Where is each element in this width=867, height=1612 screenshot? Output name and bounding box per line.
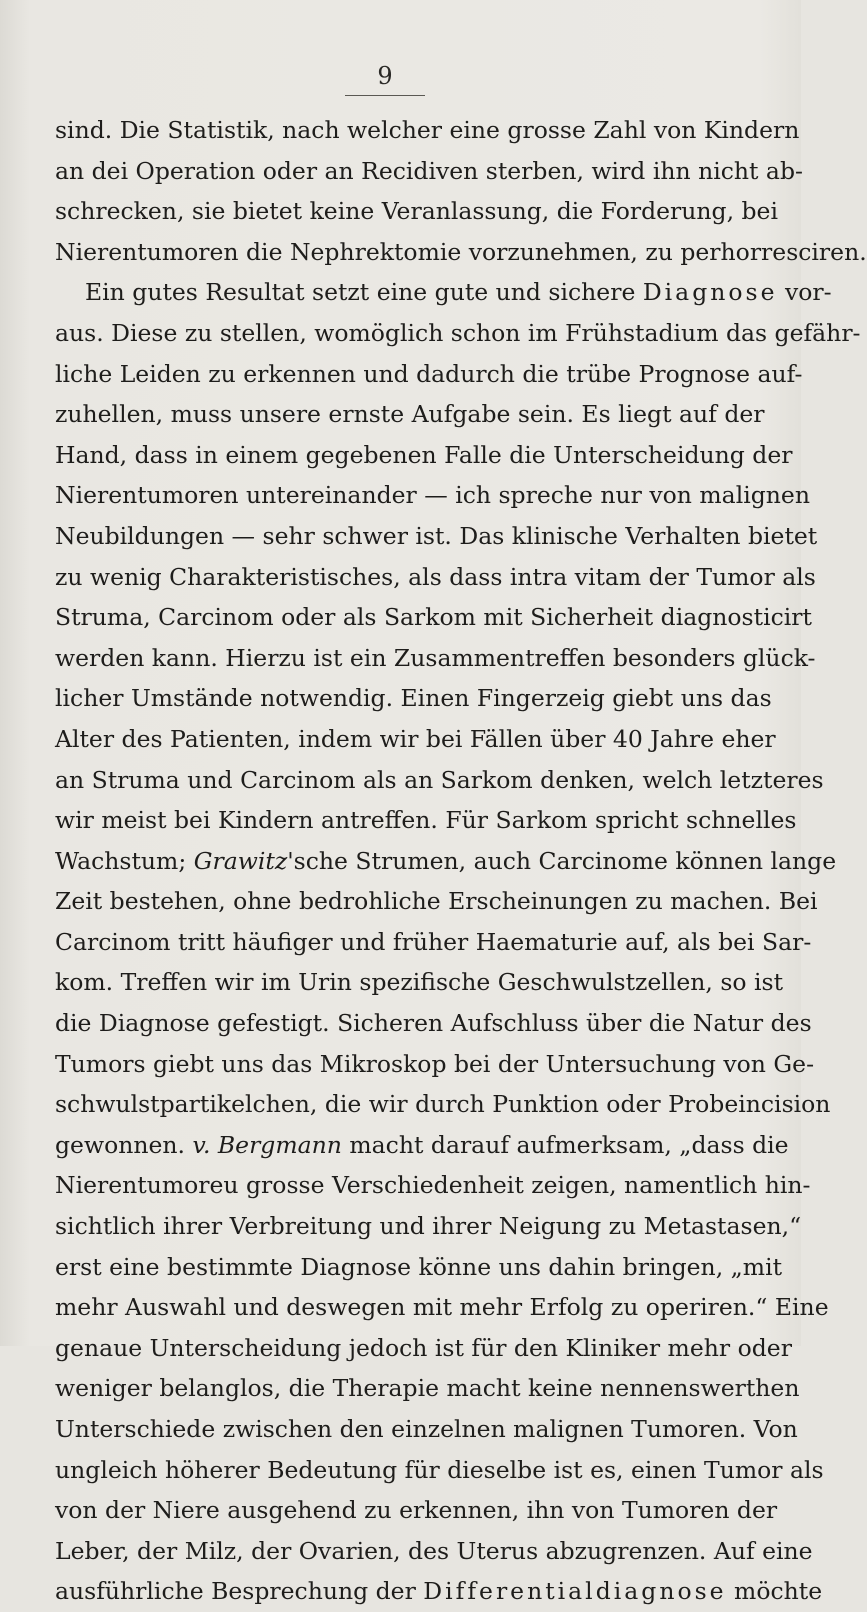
text-line: schrecken, sie bietet keine Veranlassung, die Forderung, bei [55, 197, 778, 226]
text-line: Wachstum; Grawitz'sche Strumen, auch Carcinome können lange [55, 846, 837, 875]
text-line: genaue Unterscheidung jedoch ist für den Kliniker mehr oder [55, 1333, 792, 1362]
text-line: mehr Auswahl und deswegen mit mehr Erfolg zu operiren.“ Eine [55, 1293, 829, 1322]
body-text [55, 110, 867, 1612]
text-line: kom. Treffen wir im Urin spezifische Geschwulstzellen, so ist [55, 968, 784, 997]
text-line: an dei Operation oder an Recidiven sterben, wird ihn nicht ab- [55, 156, 803, 185]
text-line: licher Umstände notwendig. Einen Fingerzeig giebt uns das [55, 684, 772, 713]
page-number: 9 [377, 62, 393, 90]
text-line: aus. Diese zu stellen, womöglich schon im Frühstadium das gefähr- [55, 318, 861, 347]
text-line: ausführliche Besprechung der Differentialdiagnose möchte [55, 1577, 823, 1606]
text-line: Alter des Patienten, indem wir bei Fällen über 40 Jahre eher [55, 724, 776, 753]
text-line: weniger belanglos, die Therapie macht keine nennenswerthen [55, 1374, 800, 1403]
text-line: Nierentumoren untereinander — ich spreche nur von malignen [55, 481, 810, 510]
text-line: Leber, der Milz, der Ovarien, des Uterus abzugrenzen. Auf eine [55, 1536, 813, 1565]
text-line: die Diagnose gefestigt. Sicheren Aufschluss über die Natur des [55, 1009, 812, 1038]
text-line: Carcinom tritt häufiger und früher Haematurie auf, als bei Sar- [55, 927, 812, 956]
text-line: gewonnen. v. Bergmann macht darauf aufmerksam, „dass die [55, 1130, 789, 1159]
text-line: Ein gutes Resultat setzt eine gute und sichere Diagnose vor- [85, 278, 832, 307]
text-line: sichtlich ihrer Verbreitung und ihrer Neigung zu Metastasen,“ [55, 1212, 802, 1241]
text-line: ungleich höherer Bedeutung für dieselbe ist es, einen Tumor als [55, 1455, 824, 1484]
emphasis-diagnose: Diagnose [642, 278, 778, 307]
text-line: zuhellen, muss unsere ernste Aufgabe sein. Es liegt auf der [55, 400, 765, 429]
page-number-rule [345, 95, 425, 96]
text-line: zu wenig Charakteristisches, als dass intra vitam der Tumor als [55, 562, 816, 591]
text-line: werden kann. Hierzu ist ein Zusammentreffen besonders glück- [55, 643, 816, 672]
text-line: sind. Die Statistik, nach welcher eine grosse Zahl von Kindern [55, 116, 800, 144]
text-line: wir meist bei Kindern antreffen. Für Sarkom spricht schnelles [55, 806, 797, 835]
text-line: erst eine bestimmte Diagnose könne uns dahin bringen, „mit [55, 1252, 783, 1281]
text-line: Nierentumoreu grosse Verschiedenheit zeigen, namentlich hin- [55, 1171, 811, 1200]
text-line: Nierentumoren die Nephrektomie vorzunehmen, zu perhorresciren. [55, 237, 867, 266]
text-line: Tumors giebt uns das Mikroskop bei der Untersuchung von Ge- [55, 1049, 815, 1078]
emphasis-differentialdiagnose: Differentialdiagnose [423, 1577, 727, 1606]
text-line: Neubildungen — sehr schwer ist. Das klinische Verhalten bietet [55, 521, 818, 550]
author-name-bergmann: v. Bergmann [192, 1130, 342, 1159]
text-line: von der Niere ausgehend zu erkennen, ihn von Tumoren der [55, 1496, 778, 1525]
text-line: an Struma und Carcinom als an Sarkom denken, welch letzteres [55, 765, 824, 794]
text-line: Unterschiede zwischen den einzelnen malignen Tumoren. Von [55, 1415, 798, 1443]
author-name-grawitz: Grawitz [193, 846, 288, 875]
text-line: Hand, dass in einem gegebenen Falle die Unterscheidung der [55, 440, 793, 469]
text-line: schwulstpartikelchen, die wir durch Punktion oder Probeincision [55, 1090, 831, 1119]
text-line: Zeit bestehen, ohne bedrohliche Erscheinungen zu machen. Bei [55, 887, 818, 916]
text-line: Struma, Carcinom oder als Sarkom mit Sicherheit diagnosticirt [55, 603, 812, 632]
text-line: liche Leiden zu erkennen und dadurch die trübe Prognose auf- [55, 359, 803, 388]
